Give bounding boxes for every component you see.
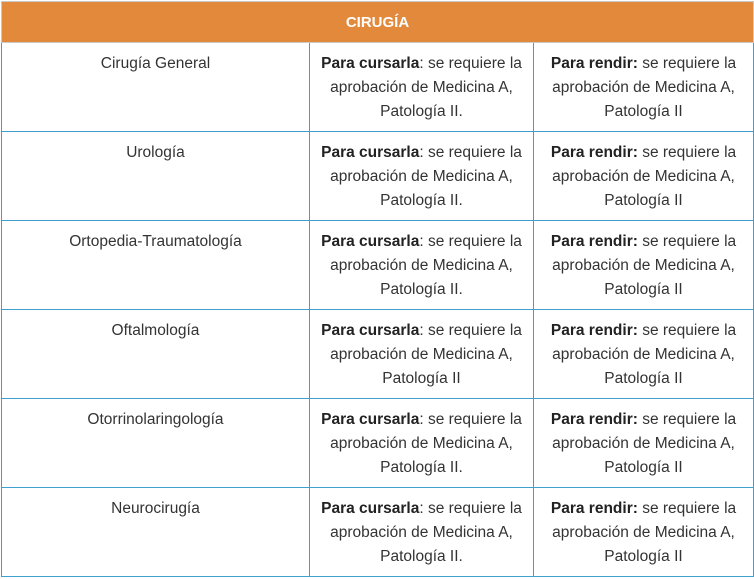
rendir-requirement <box>534 399 754 488</box>
cursar-lead: Para cursarla <box>321 144 420 161</box>
rendir-text: se requiere la aprobación de Medicina A, Patología II <box>552 55 737 120</box>
rendir-requirement <box>534 132 754 221</box>
cursar-text: : se requiere la aprobación de Medicina A, Patología II. <box>330 500 522 565</box>
rendir-lead: Para rendir: <box>550 55 638 72</box>
cursar-requirement <box>310 221 534 310</box>
rendir-lead: Para rendir: <box>550 233 638 250</box>
table-row <box>2 132 754 221</box>
cursar-text: : se requiere la aprobación de Medicina A, Patología II. <box>330 144 522 209</box>
table-header-row <box>2 2 754 43</box>
subject-name: Oftalmología <box>2 310 310 399</box>
cursar-text: : se requiere la aprobación de Medicina A, Patología II. <box>330 233 522 298</box>
rendir-requirement <box>534 310 754 399</box>
cursar-requirement <box>310 488 534 577</box>
cursar-lead: Para cursarla <box>321 233 420 250</box>
rendir-text: se requiere la aprobación de Medicina A, Patología II <box>552 500 737 565</box>
subject-name: Otorrinolaringología <box>2 399 310 488</box>
cursar-lead: Para cursarla <box>321 500 420 517</box>
table-row <box>2 488 754 577</box>
rendir-lead: Para rendir: <box>550 322 638 339</box>
subject-name: Ortopedia-Traumatología <box>2 221 310 310</box>
rendir-lead: Para rendir: <box>550 144 638 161</box>
table-row <box>2 221 754 310</box>
rendir-lead: Para rendir: <box>550 500 638 517</box>
table-row <box>2 310 754 399</box>
rendir-text: se requiere la aprobación de Medicina A, Patología II <box>552 411 737 476</box>
rendir-text: se requiere la aprobación de Medicina A, Patología II <box>552 144 737 209</box>
cursar-text: : se requiere la aprobación de Medicina A, Patología II. <box>330 411 522 476</box>
table-row <box>2 43 754 132</box>
cursar-text: : se requiere la aprobación de Medicina A, Patología II. <box>330 55 522 120</box>
requirements-table <box>1 1 754 577</box>
cursar-lead: Para cursarla <box>321 55 420 72</box>
rendir-text: se requiere la aprobación de Medicina A, Patología II <box>552 233 737 298</box>
table-row <box>2 399 754 488</box>
table-title: CIRUGÍA <box>2 2 754 43</box>
rendir-requirement <box>534 221 754 310</box>
subject-name: Cirugía General <box>2 43 310 132</box>
cursar-text: : se requiere la aprobación de Medicina A, Patología II <box>330 322 522 387</box>
rendir-requirement <box>534 43 754 132</box>
cursar-requirement <box>310 132 534 221</box>
rendir-lead: Para rendir: <box>550 411 638 428</box>
cursar-requirement <box>310 310 534 399</box>
subject-name: Neurocirugía <box>2 488 310 577</box>
subject-name: Urología <box>2 132 310 221</box>
cursar-lead: Para cursarla <box>321 322 420 339</box>
cursar-lead: Para cursarla <box>321 411 420 428</box>
cursar-requirement <box>310 43 534 132</box>
cursar-requirement <box>310 399 534 488</box>
rendir-text: se requiere la aprobación de Medicina A, Patología II <box>552 322 737 387</box>
rendir-requirement <box>534 488 754 577</box>
